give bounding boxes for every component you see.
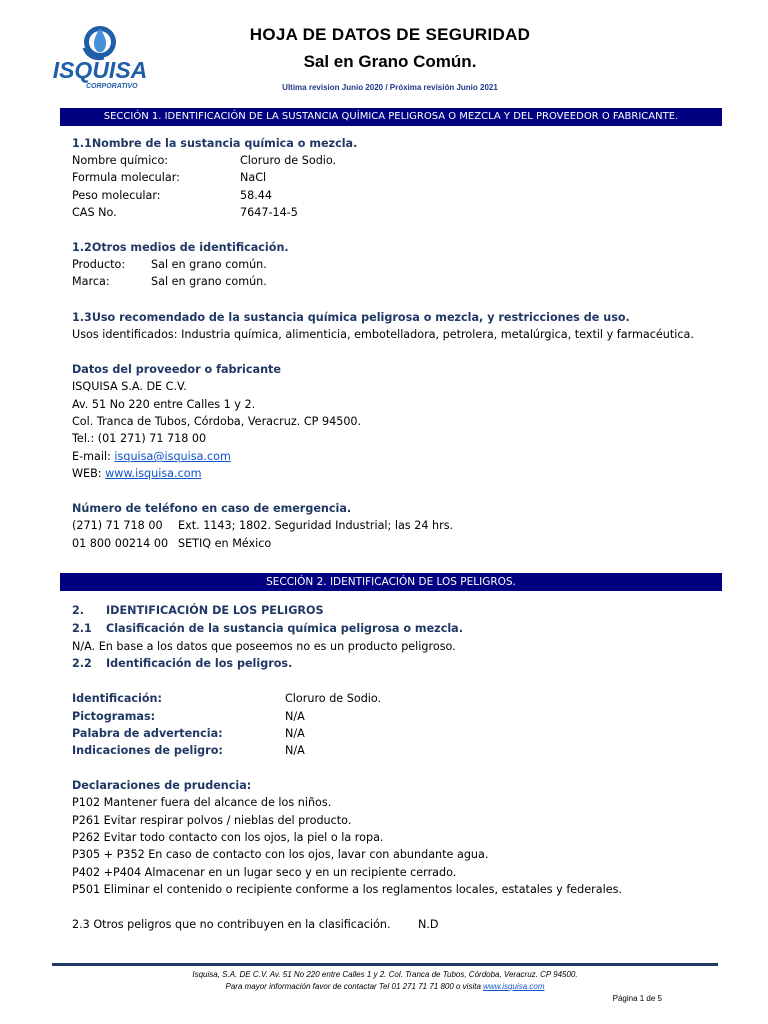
product-value: Sal en grano común. (151, 258, 267, 271)
cas-value: 7647-14-5 (240, 206, 298, 219)
web-link[interactable]: www.isquisa.com (105, 467, 202, 480)
section-2-number: 2. (72, 604, 85, 617)
section-2-1-heading: Clasificación de la sustancia química peligrosa o mezcla. (106, 622, 463, 635)
section-2-heading: IDENTIFICACIÓN DE LOS PELIGROS (106, 604, 324, 617)
page-number: Página 1 de 5 (612, 994, 662, 1003)
brand-value: Sal en grano común. (151, 275, 267, 288)
footer-address: Isquisa, S.A. DE C.V. Av. 51 No 220 entre Calles 1 y 2. Col. Tranca de Tubos, Córdoba, Veracruz. CP 94500. (192, 970, 578, 979)
emergency-number-1: (271) 71 718 00 (72, 519, 163, 532)
identified-uses: Usos identificados: Industria química, alimenticia, embotelladora, petrolera, metalúrgica, textil y farmacéutica. (72, 328, 694, 341)
identification-label: Identificación: (72, 692, 162, 705)
cas-label: CAS No. (72, 206, 117, 219)
classification-note: N/A. En base a los datos que poseemos no es un producto peligroso. (72, 640, 456, 653)
document-title: HOJA DE DATOS DE SEGURIDAD (249, 25, 531, 44)
email-line (72, 448, 231, 465)
supplier-address-2: Col. Tranca de Tubos, Córdoba, Veracruz. CP 94500. (72, 415, 362, 428)
signal-word-value: N/A (285, 727, 305, 740)
section-1-1-heading: 1.1Nombre de la sustancia química o mezcla. (72, 137, 358, 150)
identification-value: Cloruro de Sodio. (285, 692, 382, 705)
web-label: WEB: (72, 467, 106, 480)
other-hazards-label: 2.3 Otros peligros que no contribuyen en la clasificación. (72, 918, 391, 931)
supplier-address-1: Av. 51 No 220 entre Calles 1 y 2. (72, 398, 256, 411)
pictograms-value: N/A (285, 710, 305, 723)
section-2-2-heading: Identificación de los peligros. (106, 657, 293, 670)
footer-divider (52, 963, 718, 966)
emergency-number-2: 01 800 00214 00 (72, 537, 169, 550)
section-2-2-number: 2.2 (72, 657, 92, 670)
supplier-phone: Tel.: (01 271) 71 718 00 (72, 432, 207, 445)
emergency-desc-2: SETIQ en México (178, 537, 272, 550)
footer-contact (52, 982, 718, 991)
revision-note: Ultima revision Junio 2020 / Próxima revisión Junio 2021 (282, 83, 498, 92)
prudence-statement: P305 + P352 En caso de contacto con los ojos, lavar con abundante agua. (72, 848, 489, 861)
footer-web-link[interactable]: www.isquisa.com (483, 982, 545, 991)
formula-label: Formula molecular: (72, 171, 180, 184)
hazard-statements-label: Indicaciones de peligro: (72, 744, 223, 757)
emergency-desc-1: Ext. 1143; 1802. Seguridad Industrial; las 24 hrs. (178, 519, 454, 532)
molecular-weight-value: 58.44 (240, 189, 273, 202)
footer-contact-text: Para mayor información favor de contactar Tel 01 271 71 71 800 o visita (225, 982, 484, 991)
web-line (72, 465, 202, 482)
emergency-heading: Número de teléfono en caso de emergencia. (72, 502, 352, 515)
molecular-weight-label: Peso molecular: (72, 189, 161, 202)
prudence-statement: P402 +P404 Almacenar en un lugar seco y en un recipiente cerrado. (72, 866, 457, 879)
product-label: Producto: (72, 258, 126, 271)
prudence-statement: P501 Eliminar el contenido o recipiente conforme a los reglamentos locales, estatales y federales. (72, 883, 622, 896)
pictograms-label: Pictogramas: (72, 710, 156, 723)
section-1-bar: SECCIÓN 1. IDENTIFICACIÓN DE LA SUSTANCIA QUÍMICA PELIGROSA O MEZCLA Y DEL PROVEEDOR O FABRICANTE. (60, 108, 722, 126)
chem-name-value: Cloruro de Sodio. (240, 154, 337, 167)
section-1-3-heading: 1.3Uso recomendado de la sustancia química peligrosa o mezcla, y restricciones de uso. (72, 311, 630, 324)
hazard-statements-value: N/A (285, 744, 305, 757)
email-link[interactable]: isquisa@isquisa.com (114, 450, 231, 463)
supplier-name: ISQUISA S.A. DE C.V. (72, 380, 187, 393)
logo-subtext: CORPORATIVO (86, 83, 138, 90)
prudence-statement: P262 Evitar todo contacto con los ojos, la piel o la ropa. (72, 831, 384, 844)
section-2-1-number: 2.1 (72, 622, 92, 635)
section-2-bar: SECCIÓN 2. IDENTIFICACIÓN DE LOS PELIGROS. (60, 573, 722, 591)
formula-value: NaCl (240, 171, 267, 184)
brand-label: Marca: (72, 275, 110, 288)
signal-word-label: Palabra de advertencia: (72, 727, 223, 740)
logo-text: ISQUISA (52, 57, 148, 83)
prudence-statement: P261 Evitar respirar polvos / nieblas del producto. (72, 814, 352, 827)
prudence-heading: Declaraciones de prudencia: (72, 779, 252, 792)
document-subtitle: Sal en Grano Común. (303, 52, 477, 71)
email-label: E-mail: (72, 450, 115, 463)
other-hazards-value: N.D (418, 918, 439, 931)
prudence-statement: P102 Mantener fuera del alcance de los niños. (72, 796, 332, 809)
chem-name-label: Nombre químico: (72, 154, 169, 167)
supplier-heading: Datos del proveedor o fabricante (72, 363, 281, 376)
section-1-2-heading: 1.2Otros medios de identificación. (72, 241, 289, 254)
